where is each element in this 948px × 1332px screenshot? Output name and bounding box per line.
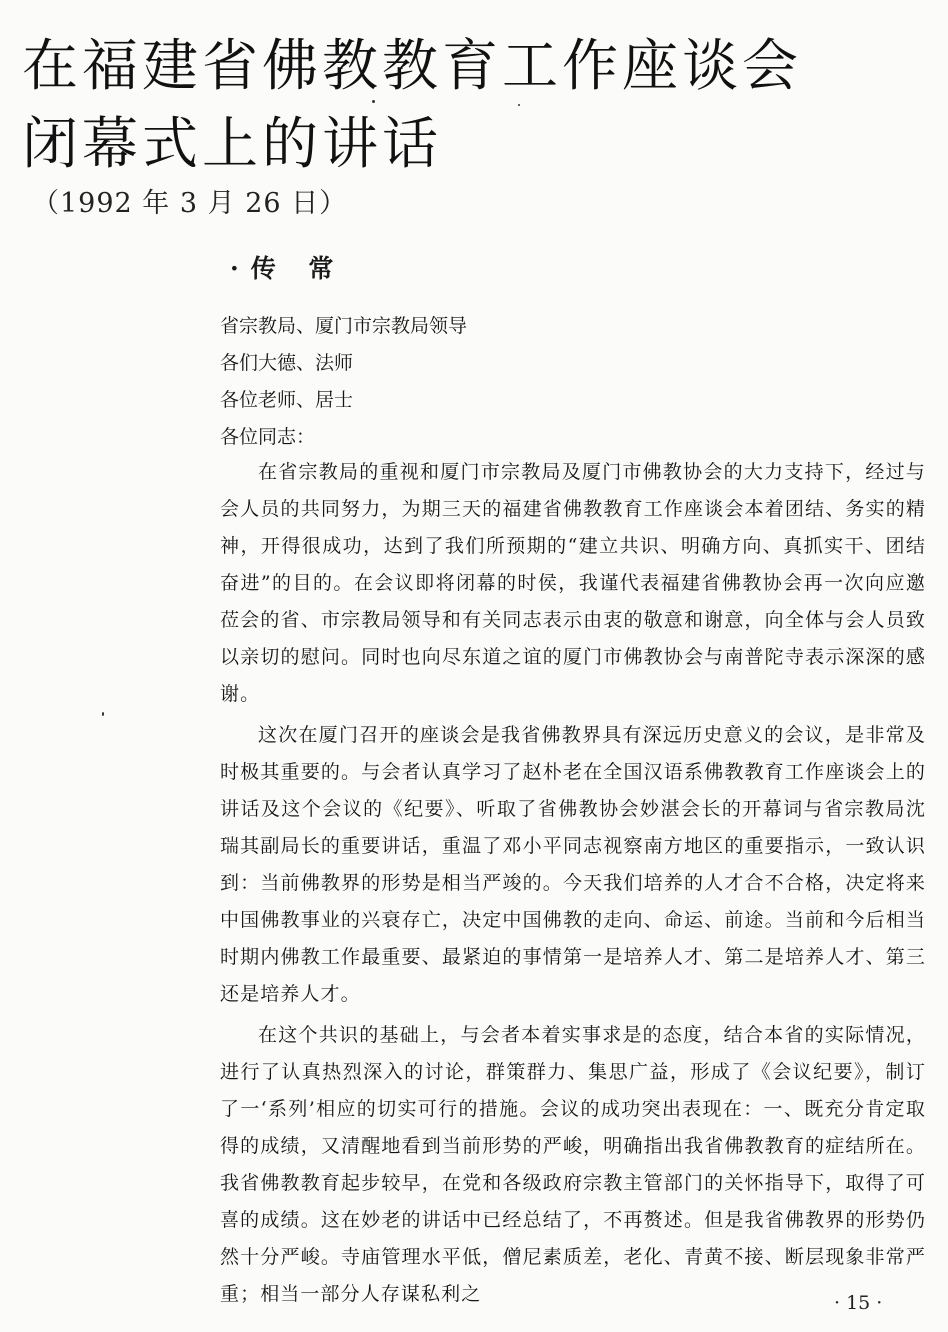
body-paragraph: 在省宗教局的重视和厦门市宗教局及厦门市佛教协会的大力支持下，经过与会人员的共同努力，为期三天的福建省佛教教育工作座谈会本着团结、务实的精神，开得很成功，达到了我们所预期的“建立共识、明确方向、真抓实干、团结奋进”的目的。在会议即将闭幕的时侯，我谨代表福建省佛教协会再一次向应邀莅会的省、市宗教局领导和有关同志表示由衷的敬意和谢意，向全体与会人员致以亲切的慰问。同时也向尽东道之谊的厦门市佛教协会与南普陀寺表示深深的感谢。 xyxy=(220,461,926,705)
salutation-line: 各们大德、法师 xyxy=(220,352,354,374)
title-line-1: 在福建省佛教教育工作座谈会 xyxy=(22,34,802,99)
scan-speck xyxy=(372,100,375,103)
author-byline: ·传 常 xyxy=(230,254,346,283)
salutation-line: 各位老师、居士 xyxy=(220,389,354,411)
salutation-line: 省宗教局、厦门市宗教局领导 xyxy=(220,315,468,337)
speech-date: （1992 年 3 月 26 日） xyxy=(32,188,348,219)
body-paragraph: 这次在厦门召开的座谈会是我省佛教界具有深远历史意义的会议，是非常及时极其重要的。与会者认真学习了赵朴老在全国汉语系佛教教育工作座谈会上的讲话及这个会议的《纪要》、听取了省佛教协会妙湛会长的开幕词与省宗教局沈瑞其副局长的重要讲话，重温了邓小平同志视察南方地区的重要指示，一致认识到：当前佛教界的形势是相当严竣的。今天我们培养的人才合不合格，决定将来中国佛教事业的兴衰存亡，决定中国佛教的走向、命运、前途。当前和今后相当时期内佛教工作最重要、最紧迫的事情第一是培养人才、第二是培养人才、第三还是培养人才。 xyxy=(220,724,926,1005)
title-line-2: 闭幕式上的讲话 xyxy=(22,112,442,177)
body-text xyxy=(220,454,926,1317)
salutation-line: 各位同志： xyxy=(220,426,316,448)
scan-speck xyxy=(518,104,520,106)
body-paragraph: 在这个共识的基础上，与会者本着实事求是的态度，结合本省的实际情况，进行了认真热烈深入的讨论，群策群力、集思广益，形成了《会议纪要》，制订了一‘系列’相应的切实可行的措施。会议的成功突出表现在：一、既充分肯定取得的成绩，又清醒地看到当前形势的严峻，明确指出我省佛教教育的症结所在。我省佛教教育起步较早，在党和各级政府宗教主管部门的关怀指导下，取得了可喜的成绩。这在妙老的讲话中已经总结了，不再赘述。但是我省佛教界的形势仍然十分严峻。寺庙管理水平低，僧尼素质差，老化、青黄不接、断层现象非常严重；相当一部分人存谋私利之 xyxy=(220,1024,926,1305)
page-number: · 15 · xyxy=(834,1292,883,1314)
salutation-block xyxy=(220,308,920,456)
article-title xyxy=(22,28,932,184)
scan-speck xyxy=(102,712,104,716)
